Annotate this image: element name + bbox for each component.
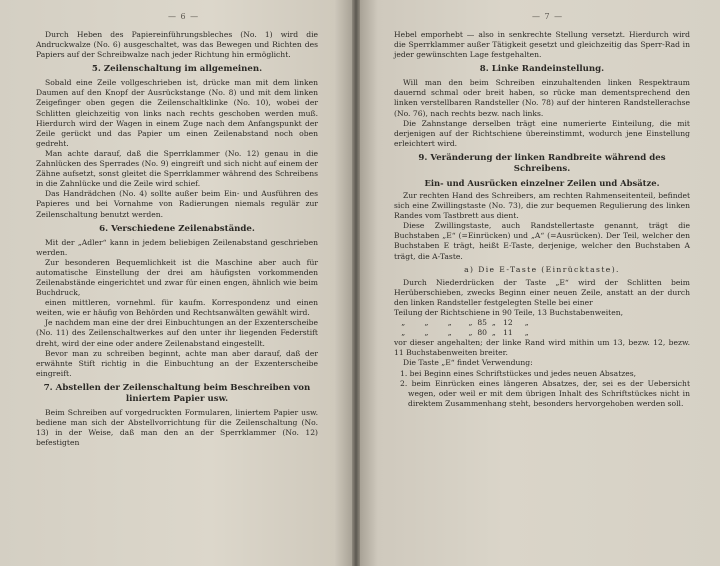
right-page [360,0,720,566]
page-number: — 6 — [168,12,200,21]
section-heading: 7. Abstellen der Zeilenschaltung beim Beschreiben von liniertem Papier usw. [43,382,311,404]
section-heading: 8. Linke Randeinstellung. [479,64,605,75]
left-page [0,0,352,566]
list-item: 2. beim Einrücken eines längeren Absatzes, der, sei es der Uebersicht wegen, oder weil er mit dem übrigen Inhalt des Schriftstückes nicht in direktem Zusammenhang steht, besonders hervorgehoben werden soll. [400,378,690,408]
paragraph: einen mittleren, vornehml. für kaufm. Korrespondenz und einen weiten, wie er häufig von Behörden und Rechtsanwälten gewählt wird. [36,298,318,318]
right-page-text [394,30,690,409]
paragraph: Diese Zwillingstaste, auch Randstellertaste genannt, trägt die Buchstaben „E“ (=Einrücken) und „A“ (=Ausrücken). Der Teil, welcher den Buchstaben E trägt, heißt E-Taste, derjenige, welcher den Buchstaben A trägt, die A-Taste. [394,221,690,261]
book-gutter [352,0,360,566]
paragraph: Will man den beim Schreiben einzuhaltenden linken Respektraum dauernd schmal oder breit haben, so rücke man dementsprechend den linken verstellbaren Randsteller (No. 78) auf der hinteren Randstellerachse (No. 76), nach rechts bezw. nach links. [394,78,690,118]
left-page-text [36,30,318,448]
paragraph: Die Taste „E“ findet Verwendung: [403,358,533,368]
subsection-heading: a) Die E-Taste (Einrücktaste). [464,264,620,274]
paragraph: Die Zahnstange derselben trägt eine numerierte Einteilung, die mit derjenigen auf der Richtschiene übereinstimmt, wodurch jene Einstellung erleichtert wird. [394,118,690,148]
paragraph: Beim Schreiben auf vorgedruckten Formularen, liniertem Papier usw. bediene man sich der Abstellvorrichtung für die Zeilenschaltung (No. 13) in der Weise, daß man den an der Sperrklammer (No. 12) befestigten [36,407,318,448]
paragraph: vor dieser angehalten; der linke Rand wird mithin um 13, bezw. 12, bezw. 11 Buchstabenweiten breiter. [394,338,690,358]
paragraph: Zur besonderen Bequemlichkeit ist die Maschine aber auch für automatische Einstellung der drei am häufigsten vorkommenden Zeilenabstände eingerichtet und zwar für einen engen, ähnlich wie beim Buchdruck, [36,257,318,298]
section-heading: 9. Veränderung der linken Randbreite während des Schreibens. [418,152,666,174]
paragraph: Teilung der Richtschiene in 90 Teile, 13 Buchstabenweiten, [394,307,624,317]
paragraph: Zur rechten Hand des Schreibers, am rechten Rahmenseitenteil, befindet sich eine Zwillingstaste (No. 73), die zur bequemen Regulierung des linken Randes vom Tastbrett aus dient. [394,190,690,221]
paragraph: Bevor man zu schreiben beginnt, achte man aber darauf, daß der erwähnte Stift richtig in die Einbuchtung an der Exzenterscheibe eingreift. [36,348,318,378]
section-heading: 6. Verschiedene Zeilenabstände. [99,223,255,234]
list-item: 1. bei Beginn eines Schriftstückes und jedes neuen Absatzes, [400,368,637,378]
paragraph: Sobald eine Zeile vollgeschrieben ist, drücke man mit dem linken Daumen auf den Knopf der Ausrückstange (No. 8) und mit dem linken Zeigefinger oben gegen die Zeilenschaltklinke (No. 10), wobei der Schlitten gleichzeitig von links nach rechts geschoben werden muß. Hierdurch wird der Wagen in einem Zuge nach dem Anfangspunkt der Zeile gerückt und das Papier um einen Zeilenabstand noch oben gedreht. [36,78,318,148]
paragraph: Mit der „Adler“ kann in jedem beliebigen Zeilenabstand geschrieben werden. [36,237,318,257]
paragraph: Durch Heben des Papiereinführungsbleches (No. 1) wird die Andruckwalze (No. 6) ausgeschaltet, was das Bewegen und Richten des Papiers auf der Schreibwalze nach jeder Richtung hin ermöglicht. [36,30,318,60]
table-row: „ „ „ „ 85 „ 12 „ [394,318,529,328]
table-row: „ „ „ „ 80 „ 11 „ [394,328,529,338]
paragraph: Je nachdem man eine der drei Einbuchtungen an der Exzenterscheibe (No. 11) des Zeilenschaltwerkes auf den unter ihr liegenden Federstift dreht, wird der eine oder andere Zeilenabstand eingestellt. [36,318,318,348]
page-number: — 7 — [532,12,564,21]
section-heading: Ein- und Ausrücken einzelner Zeilen und Absätze. [424,177,660,188]
paragraph: Man achte darauf, daß die Sperrklammer (No. 12) genau in die Zahnlücken des Sperrades (No. 9) eingreift und sich nicht auf einem der Zähne aufsetzt, sonst gleitet die Sperrklammer während des Schreibens in die Zahnlücke und die Zeile wird schief. [36,148,318,189]
section-heading: 5. Zeilenschaltung im allgemeinen. [91,64,263,75]
paragraph: Das Handrädchen (No. 4) sollte außer beim Ein- und Ausführen des Papieres und bei Vornahme von Radierungen niemals regulär zur Zeilenschaltung benutzt werden. [36,189,318,219]
paragraph: Durch Niederdrücken der Taste „E“ wird der Schlitten beim Herüberschieben, zwecks Beginn einer neuen Zeile, anstatt an der durch den linken Randsteller festgelegten Stelle bei einer [394,277,690,307]
paragraph: Hebel emporhebt — also in senkrechte Stellung versetzt. Hierdurch wird die Sperrklammer außer Tätigkeit gesetzt und gleichzeitig das Sperr-Rad in jeder gewünschten Lage festgehalten. [394,30,690,60]
